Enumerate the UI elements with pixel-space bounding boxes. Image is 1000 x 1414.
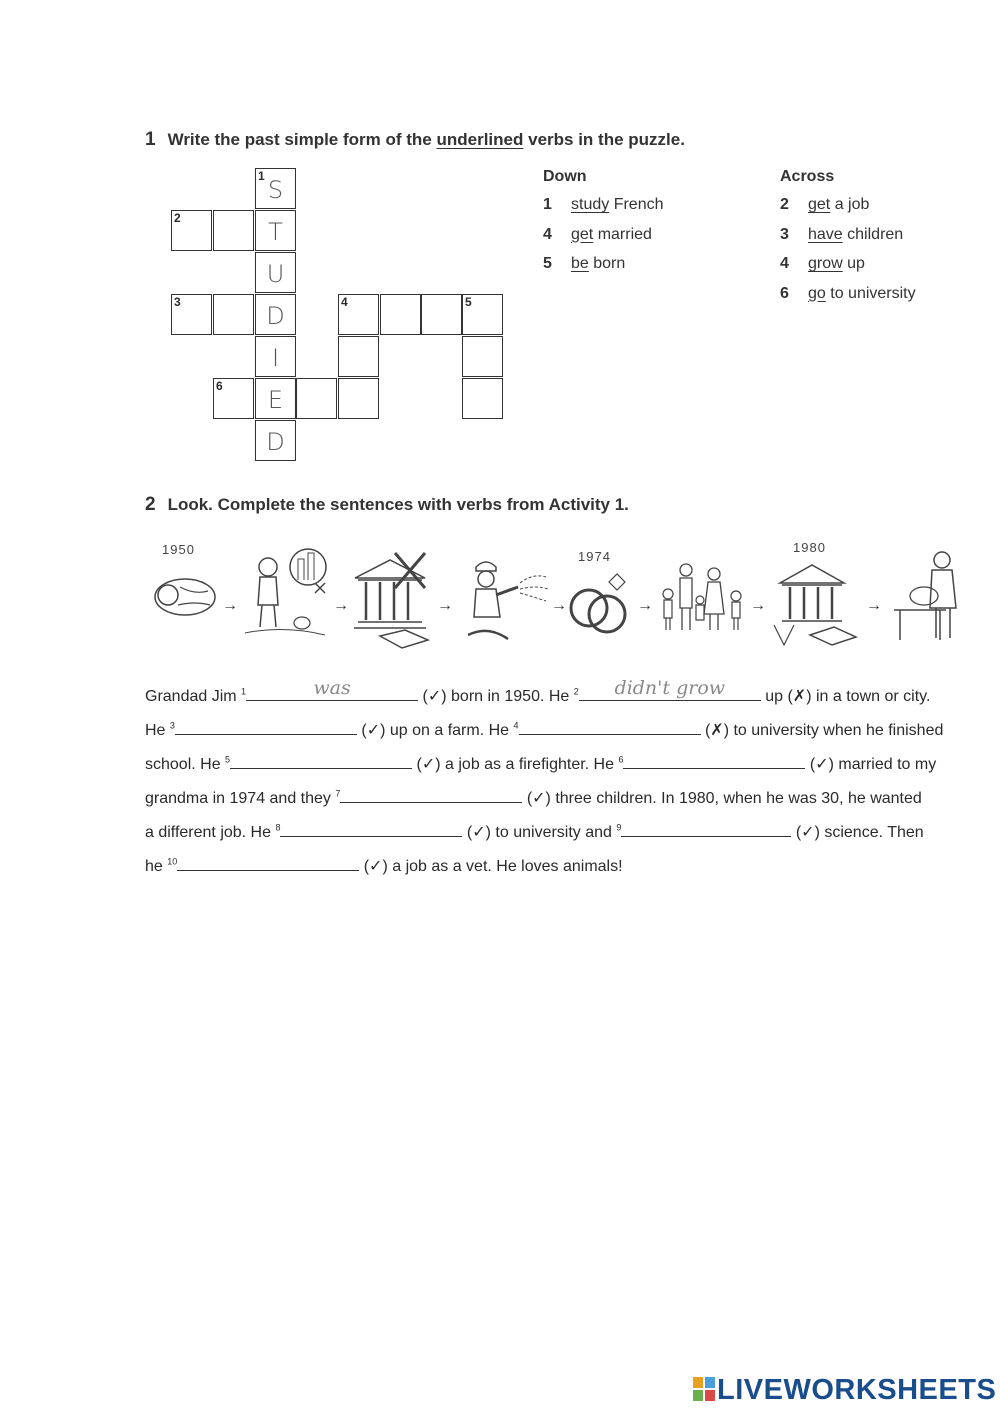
story-text: (✗) to university when he finished	[700, 722, 944, 739]
clue-rest: born	[593, 255, 626, 272]
across-clue	[780, 196, 916, 226]
clue-number: 1	[258, 169, 265, 183]
arrow-icon: →	[866, 597, 882, 614]
cell-letter: E	[267, 386, 284, 414]
clue-num: 6	[780, 284, 789, 302]
clue-verb: get	[571, 225, 594, 243]
across-clue	[780, 255, 916, 285]
story-line	[145, 784, 922, 808]
activity-1-heading	[145, 129, 685, 151]
clue-num: 3	[780, 225, 789, 243]
crossword-cell[interactable]	[213, 294, 254, 335]
clue-verb: be	[571, 255, 589, 272]
clue-num: 1	[543, 196, 552, 213]
crossword-cell[interactable]	[213, 210, 254, 251]
across-clue	[780, 226, 916, 256]
down-clue	[543, 226, 664, 256]
cell-letter: T	[268, 218, 283, 246]
down-clue	[543, 255, 664, 285]
story-text: (✓) married to my	[805, 756, 937, 773]
story-text: (✓) science. Then	[791, 824, 924, 841]
university-crossed-icon	[350, 548, 435, 656]
activity-2-text: Look. Complete the sentences with verbs from Activity 1.	[167, 495, 629, 514]
crossword-cell[interactable]	[462, 294, 503, 335]
blank-number: 10	[167, 856, 178, 867]
story-text: (✓) born in 1950. He	[418, 688, 574, 705]
wedding-rings-icon	[565, 570, 635, 640]
story-line	[145, 750, 936, 774]
vet-icon	[890, 548, 970, 645]
answer-blank-8[interactable]	[280, 818, 462, 837]
arrow-icon: →	[222, 597, 238, 614]
clue-rest: to university	[830, 284, 916, 302]
story-text: (✓) to university and	[462, 824, 617, 841]
story-line	[145, 818, 924, 842]
story-text: up (✗) in a town or city.	[760, 688, 931, 705]
answer-blank-2[interactable]	[579, 677, 761, 701]
university-icon	[770, 555, 860, 655]
clue-rest: married	[597, 225, 652, 243]
answer-blank-4[interactable]	[519, 716, 701, 735]
story-line	[145, 716, 943, 740]
story-text: a different job. He	[145, 824, 276, 841]
blank-number: 8	[275, 822, 281, 833]
cell-letter: D	[266, 428, 285, 456]
blank-number: 2	[573, 686, 579, 697]
story-text: grandma in 1974 and they	[145, 790, 336, 807]
down-title: Down	[543, 168, 587, 185]
cell-letter: S	[267, 176, 284, 204]
crossword-cell[interactable]	[462, 336, 503, 377]
crossword-cell[interactable]	[380, 294, 421, 335]
blank-number: 6	[618, 754, 624, 765]
year-label: 1950	[162, 542, 195, 557]
blank-number: 5	[225, 754, 231, 765]
crossword-cell[interactable]	[255, 210, 296, 251]
story-text: he	[145, 858, 168, 875]
crossword-cell[interactable]	[255, 336, 296, 377]
clue-verb: study	[571, 196, 610, 213]
clue-number: 6	[216, 379, 223, 393]
logo-badge-icon	[693, 1376, 715, 1400]
clue-number: 4	[341, 295, 348, 309]
clue-verb: grow	[808, 255, 843, 272]
crossword-cell[interactable]	[462, 378, 503, 419]
crossword-cell[interactable]	[338, 294, 379, 335]
family-icon	[658, 560, 748, 635]
blank-number: 9	[616, 822, 622, 833]
firefighter-icon	[458, 555, 553, 647]
clue-num: 5	[543, 255, 552, 272]
down-clue	[543, 196, 664, 226]
story-line	[145, 852, 623, 876]
answer-blank-9[interactable]	[621, 818, 791, 837]
across-clues	[780, 168, 916, 314]
farm-boy-icon	[240, 545, 330, 640]
answer-blank-6[interactable]	[623, 750, 805, 769]
story-text: (✓) up on a farm. He	[356, 722, 514, 739]
year-label: 1980	[793, 540, 826, 555]
clue-num: 4	[780, 255, 789, 272]
clue-rest: a job	[834, 196, 870, 213]
clue-verb: have	[808, 225, 843, 243]
blank-number: 7	[335, 788, 341, 799]
arrow-icon: →	[333, 597, 349, 614]
across-clue	[780, 285, 916, 315]
activity-1-text-end: verbs in the puzzle.	[528, 130, 685, 149]
crossword-cell[interactable]	[255, 294, 296, 335]
answer-blank-7[interactable]	[340, 784, 522, 803]
blank-number: 1	[241, 686, 247, 697]
year-label: 1974	[578, 549, 611, 564]
across-title: Across	[780, 168, 835, 185]
blank-number: 3	[169, 720, 175, 731]
story-text: Grandad Jim	[145, 688, 242, 705]
clue-number: 5	[465, 295, 472, 309]
crossword-cell[interactable]	[255, 420, 296, 461]
activity-1-number: 1	[145, 129, 156, 150]
answer-blank-10[interactable]	[177, 852, 359, 871]
baby-icon	[150, 565, 220, 625]
story-text: (✓) three children. In 1980, when he was 30, he wanted	[522, 790, 922, 807]
crossword-cell[interactable]	[421, 294, 462, 335]
crossword-cell[interactable]	[255, 378, 296, 419]
clue-num: 2	[780, 196, 789, 213]
crossword-cell[interactable]	[255, 168, 296, 209]
clue-rest: up	[847, 255, 865, 272]
crossword-cell[interactable]	[255, 252, 296, 293]
cell-letter: U	[266, 260, 285, 288]
activity-2-heading	[145, 494, 629, 516]
answer-blank-1[interactable]	[246, 677, 418, 701]
story-text: (✓) a job as a firefighter. He	[412, 756, 619, 773]
clue-rest: French	[613, 196, 664, 213]
cell-letter: I	[271, 344, 280, 372]
arrow-icon: →	[551, 597, 567, 614]
answer-blank-3[interactable]	[175, 716, 357, 735]
clue-rest: children	[847, 225, 904, 243]
crossword-cell[interactable]	[338, 378, 379, 419]
handwritten-answer: didn't grow	[614, 677, 726, 699]
story-text: school. He	[145, 756, 226, 773]
story-text: He	[145, 722, 170, 739]
clue-num: 4	[543, 225, 552, 243]
arrow-icon: →	[437, 597, 453, 614]
liveworksheets-logo[interactable]	[693, 1374, 996, 1407]
crossword-cell[interactable]	[171, 294, 212, 335]
arrow-icon: →	[637, 597, 653, 614]
logo-squares-icon	[693, 1377, 715, 1401]
clue-number: 3	[174, 295, 181, 309]
clue-number: 2	[174, 211, 181, 225]
blank-number: 4	[513, 720, 519, 731]
story-line	[145, 677, 931, 706]
crossword-cell[interactable]	[213, 378, 254, 419]
crossword-cell[interactable]	[296, 378, 337, 419]
clue-verb: go	[808, 284, 826, 302]
clue-verb: get	[808, 196, 831, 213]
logo-text: LIVEWORKSHEETS	[717, 1374, 997, 1406]
activity-1-underlined: underlined	[436, 130, 524, 149]
arrow-icon: →	[750, 597, 766, 614]
down-clues	[543, 168, 664, 285]
cell-letter: D	[266, 302, 285, 330]
answer-blank-5[interactable]	[230, 750, 412, 769]
activity-1-text: Write the past simple form of the	[167, 130, 432, 149]
crossword-cell[interactable]	[171, 210, 212, 251]
activity-2-number: 2	[145, 494, 156, 515]
story-text: (✓) a job as a vet. He loves animals!	[359, 858, 623, 875]
crossword-cell[interactable]	[338, 336, 379, 377]
handwritten-answer: was	[313, 677, 351, 699]
